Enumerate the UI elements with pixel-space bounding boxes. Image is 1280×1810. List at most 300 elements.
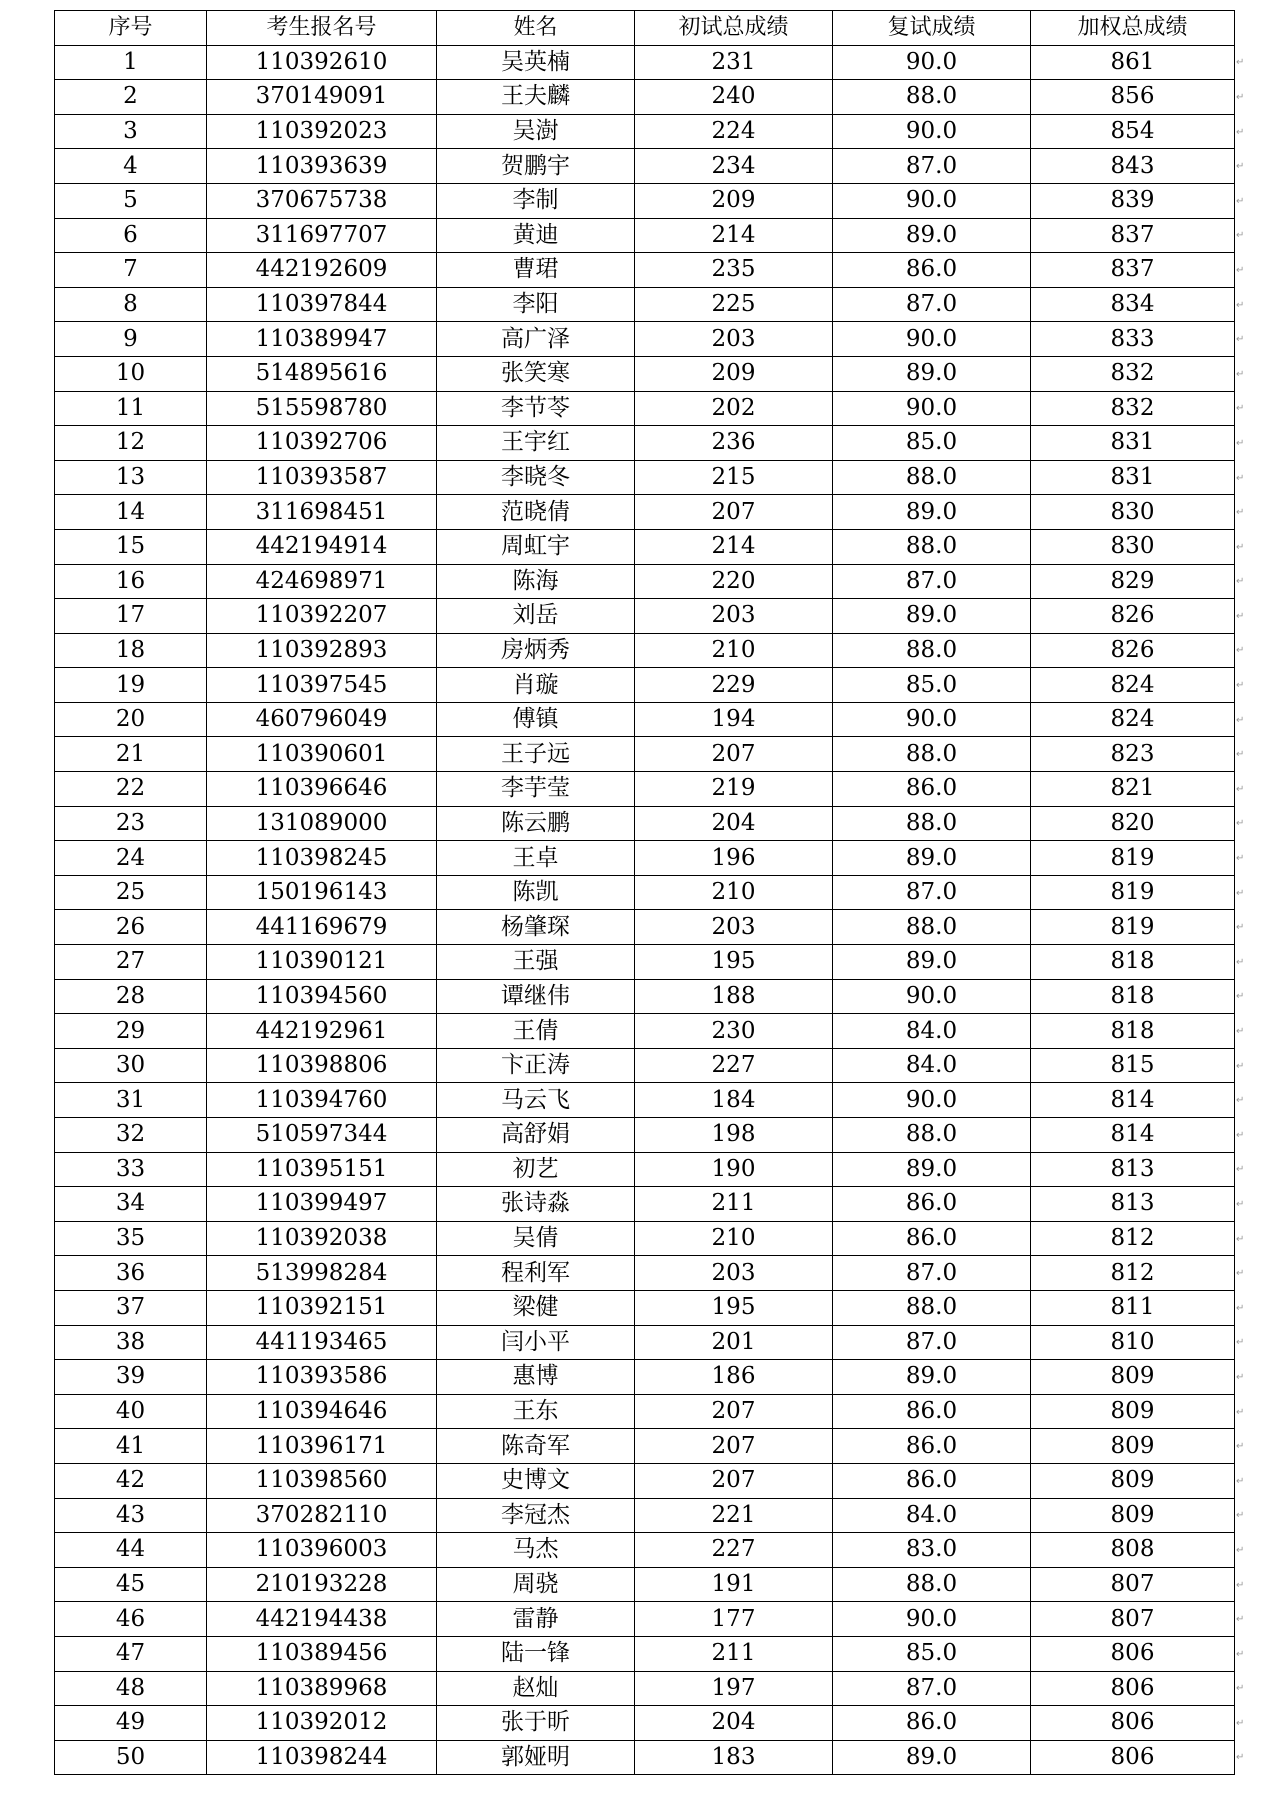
cell-index: 14 bbox=[55, 495, 207, 530]
cell-index: 6 bbox=[55, 218, 207, 253]
cell-name: 王东 bbox=[437, 1394, 635, 1429]
cell-retest-score: 83.0 bbox=[833, 1533, 1031, 1568]
cell-preliminary-score: 197 bbox=[635, 1671, 833, 1706]
cell-retest-score: 88.0 bbox=[833, 737, 1031, 772]
row-end-mark: ↵ bbox=[1236, 1268, 1245, 1280]
cell-retest-score: 86.0 bbox=[833, 1706, 1031, 1741]
cell-registration-no: 110394646 bbox=[207, 1394, 437, 1429]
cell-retest-score: 85.0 bbox=[833, 1636, 1031, 1671]
cell-registration-no: 110398806 bbox=[207, 1048, 437, 1083]
cell-registration-no: 110390121 bbox=[207, 945, 437, 980]
cell-index: 26 bbox=[55, 910, 207, 945]
cell-weighted-score: 814 bbox=[1031, 1118, 1235, 1153]
row-end-mark: ↵ bbox=[1236, 507, 1245, 519]
row-end-mark: ↵ bbox=[1236, 264, 1245, 276]
cell-weighted-score: 819 bbox=[1031, 841, 1235, 876]
cell-retest-score: 87.0 bbox=[833, 564, 1031, 599]
cell-weighted-score: 829 bbox=[1031, 564, 1235, 599]
row-end-mark: ↵ bbox=[1236, 1510, 1245, 1522]
table-row bbox=[55, 1429, 1235, 1464]
cell-name: 杨肇琛 bbox=[437, 910, 635, 945]
cell-registration-no: 110392023 bbox=[207, 114, 437, 149]
row-end-mark: ↵ bbox=[1236, 1752, 1245, 1764]
cell-index: 3 bbox=[55, 114, 207, 149]
cell-weighted-score: 833 bbox=[1031, 322, 1235, 357]
cell-registration-no: 370149091 bbox=[207, 80, 437, 115]
cell-index: 32 bbox=[55, 1118, 207, 1153]
cell-preliminary-score: 203 bbox=[635, 322, 833, 357]
table-row bbox=[55, 1187, 1235, 1222]
row-end-mark: ↵ bbox=[1236, 645, 1245, 657]
cell-name: 吴澍 bbox=[437, 114, 635, 149]
cell-weighted-score: 843 bbox=[1031, 149, 1235, 184]
table-row bbox=[55, 391, 1235, 426]
cell-name: 李阳 bbox=[437, 287, 635, 322]
cell-registration-no: 110392893 bbox=[207, 633, 437, 668]
table-row bbox=[55, 668, 1235, 703]
cell-weighted-score: 834 bbox=[1031, 287, 1235, 322]
row-end-mark: ↵ bbox=[1236, 1579, 1245, 1591]
cell-preliminary-score: 229 bbox=[635, 668, 833, 703]
cell-retest-score: 87.0 bbox=[833, 149, 1031, 184]
cell-registration-no: 441193465 bbox=[207, 1325, 437, 1360]
cell-index: 13 bbox=[55, 460, 207, 495]
row-end-mark: ↵ bbox=[1236, 195, 1245, 207]
cell-registration-no: 150196143 bbox=[207, 875, 437, 910]
cell-registration-no: 110389456 bbox=[207, 1636, 437, 1671]
cell-retest-score: 86.0 bbox=[833, 1221, 1031, 1256]
table-row bbox=[55, 1533, 1235, 1568]
cell-weighted-score: 861 bbox=[1031, 45, 1235, 80]
header-cell-index: 序号 bbox=[55, 11, 207, 46]
cell-name: 惠博 bbox=[437, 1360, 635, 1395]
cell-preliminary-score: 203 bbox=[635, 599, 833, 634]
cell-retest-score: 84.0 bbox=[833, 1048, 1031, 1083]
row-end-mark: ↵ bbox=[1236, 1406, 1245, 1418]
cell-registration-no: 110399497 bbox=[207, 1187, 437, 1222]
cell-registration-no: 110394760 bbox=[207, 1083, 437, 1118]
row-end-mark: ↵ bbox=[1236, 610, 1245, 622]
table-row bbox=[55, 149, 1235, 184]
row-end-mark: ↵ bbox=[1236, 1337, 1245, 1349]
table-body bbox=[55, 45, 1235, 1775]
row-end-mark: ↵ bbox=[1236, 299, 1245, 311]
cell-index: 22 bbox=[55, 772, 207, 807]
cell-index: 46 bbox=[55, 1602, 207, 1637]
cell-registration-no: 110394560 bbox=[207, 979, 437, 1014]
table-row bbox=[55, 1048, 1235, 1083]
cell-weighted-score: 830 bbox=[1031, 529, 1235, 564]
cell-registration-no: 110396646 bbox=[207, 772, 437, 807]
row-end-mark: ↵ bbox=[1236, 1475, 1245, 1487]
cell-registration-no: 442194438 bbox=[207, 1602, 437, 1637]
cell-index: 28 bbox=[55, 979, 207, 1014]
cell-preliminary-score: 214 bbox=[635, 529, 833, 564]
row-end-mark: ↵ bbox=[1236, 57, 1245, 69]
cell-registration-no: 514895616 bbox=[207, 356, 437, 391]
table-row bbox=[55, 1221, 1235, 1256]
cell-registration-no: 110393587 bbox=[207, 460, 437, 495]
cell-preliminary-score: 184 bbox=[635, 1083, 833, 1118]
row-end-mark: ↵ bbox=[1236, 403, 1245, 415]
cell-name: 李晓冬 bbox=[437, 460, 635, 495]
cell-weighted-score: 854 bbox=[1031, 114, 1235, 149]
cell-weighted-score: 824 bbox=[1031, 702, 1235, 737]
row-end-mark: ↵ bbox=[1236, 1302, 1245, 1314]
cell-name: 贺鹏宇 bbox=[437, 149, 635, 184]
cell-name: 李节苓 bbox=[437, 391, 635, 426]
cell-retest-score: 86.0 bbox=[833, 1429, 1031, 1464]
header-cell-registration-no: 考生报名号 bbox=[207, 11, 437, 46]
cell-preliminary-score: 227 bbox=[635, 1048, 833, 1083]
cell-name: 肖璇 bbox=[437, 668, 635, 703]
row-end-mark: ↵ bbox=[1236, 1648, 1245, 1660]
cell-name: 王卓 bbox=[437, 841, 635, 876]
cell-name: 高广泽 bbox=[437, 322, 635, 357]
table-row bbox=[55, 183, 1235, 218]
header-row bbox=[55, 11, 1235, 46]
table-row bbox=[55, 218, 1235, 253]
header-cell-retest-score: 复试成绩 bbox=[833, 11, 1031, 46]
table-row bbox=[55, 426, 1235, 461]
cell-name: 马云飞 bbox=[437, 1083, 635, 1118]
cell-weighted-score: 823 bbox=[1031, 737, 1235, 772]
cell-retest-score: 86.0 bbox=[833, 1394, 1031, 1429]
cell-retest-score: 89.0 bbox=[833, 945, 1031, 980]
cell-index: 41 bbox=[55, 1429, 207, 1464]
cell-preliminary-score: 231 bbox=[635, 45, 833, 80]
cell-name: 傅镇 bbox=[437, 702, 635, 737]
table-row bbox=[55, 633, 1235, 668]
cell-registration-no: 442192609 bbox=[207, 253, 437, 288]
cell-weighted-score: 806 bbox=[1031, 1671, 1235, 1706]
cell-retest-score: 89.0 bbox=[833, 218, 1031, 253]
cell-preliminary-score: 240 bbox=[635, 80, 833, 115]
row-end-mark: ↵ bbox=[1236, 1198, 1245, 1210]
cell-preliminary-score: 204 bbox=[635, 1706, 833, 1741]
cell-name: 闫小平 bbox=[437, 1325, 635, 1360]
cell-weighted-score: 826 bbox=[1031, 633, 1235, 668]
cell-registration-no: 110392207 bbox=[207, 599, 437, 634]
cell-name: 陈海 bbox=[437, 564, 635, 599]
cell-weighted-score: 812 bbox=[1031, 1256, 1235, 1291]
cell-index: 48 bbox=[55, 1671, 207, 1706]
cell-index: 11 bbox=[55, 391, 207, 426]
cell-registration-no: 110396003 bbox=[207, 1533, 437, 1568]
cell-name: 李制 bbox=[437, 183, 635, 218]
cell-weighted-score: 831 bbox=[1031, 460, 1235, 495]
table-row bbox=[55, 1671, 1235, 1706]
cell-weighted-score: 810 bbox=[1031, 1325, 1235, 1360]
cell-name: 周骁 bbox=[437, 1567, 635, 1602]
cell-index: 47 bbox=[55, 1636, 207, 1671]
cell-registration-no: 370282110 bbox=[207, 1498, 437, 1533]
cell-name: 房炳秀 bbox=[437, 633, 635, 668]
cell-preliminary-score: 210 bbox=[635, 875, 833, 910]
cell-retest-score: 85.0 bbox=[833, 426, 1031, 461]
table-row bbox=[55, 287, 1235, 322]
cell-preliminary-score: 203 bbox=[635, 910, 833, 945]
cell-registration-no: 110389947 bbox=[207, 322, 437, 357]
cell-preliminary-score: 195 bbox=[635, 945, 833, 980]
cell-index: 2 bbox=[55, 80, 207, 115]
cell-retest-score: 88.0 bbox=[833, 633, 1031, 668]
cell-preliminary-score: 215 bbox=[635, 460, 833, 495]
cell-preliminary-score: 203 bbox=[635, 1256, 833, 1291]
table-row bbox=[55, 1463, 1235, 1498]
cell-weighted-score: 806 bbox=[1031, 1740, 1235, 1775]
cell-index: 19 bbox=[55, 668, 207, 703]
cell-preliminary-score: 198 bbox=[635, 1118, 833, 1153]
cell-registration-no: 311697707 bbox=[207, 218, 437, 253]
cell-name: 陈云鹏 bbox=[437, 806, 635, 841]
row-end-mark: ↵ bbox=[1236, 680, 1245, 692]
cell-preliminary-score: 177 bbox=[635, 1602, 833, 1637]
cell-retest-score: 90.0 bbox=[833, 979, 1031, 1014]
table-row bbox=[55, 80, 1235, 115]
cell-registration-no: 110397844 bbox=[207, 287, 437, 322]
table-row bbox=[55, 772, 1235, 807]
table-row bbox=[55, 806, 1235, 841]
score-table bbox=[54, 10, 1235, 1775]
cell-index: 34 bbox=[55, 1187, 207, 1222]
cell-retest-score: 90.0 bbox=[833, 1083, 1031, 1118]
cell-index: 17 bbox=[55, 599, 207, 634]
table-row bbox=[55, 875, 1235, 910]
cell-retest-score: 84.0 bbox=[833, 1498, 1031, 1533]
cell-retest-score: 88.0 bbox=[833, 1567, 1031, 1602]
cell-weighted-score: 832 bbox=[1031, 391, 1235, 426]
row-end-mark: ↵ bbox=[1236, 1371, 1245, 1383]
row-end-mark: ↵ bbox=[1236, 334, 1245, 346]
cell-index: 21 bbox=[55, 737, 207, 772]
row-end-mark: ↵ bbox=[1236, 1129, 1245, 1141]
cell-retest-score: 89.0 bbox=[833, 1360, 1031, 1395]
cell-retest-score: 89.0 bbox=[833, 841, 1031, 876]
cell-name: 初艺 bbox=[437, 1152, 635, 1187]
cell-registration-no: 441169679 bbox=[207, 910, 437, 945]
cell-preliminary-score: 207 bbox=[635, 1463, 833, 1498]
cell-retest-score: 86.0 bbox=[833, 1187, 1031, 1222]
cell-retest-score: 87.0 bbox=[833, 1671, 1031, 1706]
cell-name: 陈凯 bbox=[437, 875, 635, 910]
cell-weighted-score: 818 bbox=[1031, 945, 1235, 980]
cell-name: 李冠杰 bbox=[437, 1498, 635, 1533]
cell-name: 黄迪 bbox=[437, 218, 635, 253]
cell-name: 张于昕 bbox=[437, 1706, 635, 1741]
cell-weighted-score: 807 bbox=[1031, 1567, 1235, 1602]
cell-name: 范晓倩 bbox=[437, 495, 635, 530]
cell-name: 雷静 bbox=[437, 1602, 635, 1637]
cell-weighted-score: 839 bbox=[1031, 183, 1235, 218]
cell-index: 7 bbox=[55, 253, 207, 288]
table-row bbox=[55, 1394, 1235, 1429]
cell-registration-no: 110396171 bbox=[207, 1429, 437, 1464]
cell-name: 王子远 bbox=[437, 737, 635, 772]
cell-preliminary-score: 234 bbox=[635, 149, 833, 184]
cell-name: 马杰 bbox=[437, 1533, 635, 1568]
cell-retest-score: 88.0 bbox=[833, 1290, 1031, 1325]
cell-registration-no: 110392012 bbox=[207, 1706, 437, 1741]
cell-index: 37 bbox=[55, 1290, 207, 1325]
cell-index: 50 bbox=[55, 1740, 207, 1775]
row-end-mark: ↵ bbox=[1236, 230, 1245, 242]
cell-weighted-score: 812 bbox=[1031, 1221, 1235, 1256]
table-row bbox=[55, 1567, 1235, 1602]
cell-registration-no: 110393586 bbox=[207, 1360, 437, 1395]
cell-preliminary-score: 195 bbox=[635, 1290, 833, 1325]
cell-retest-score: 89.0 bbox=[833, 495, 1031, 530]
table-row bbox=[55, 114, 1235, 149]
table-row bbox=[55, 1740, 1235, 1775]
row-end-mark: ↵ bbox=[1236, 126, 1245, 138]
cell-index: 45 bbox=[55, 1567, 207, 1602]
cell-registration-no: 110397545 bbox=[207, 668, 437, 703]
cell-weighted-score: 814 bbox=[1031, 1083, 1235, 1118]
cell-preliminary-score: 210 bbox=[635, 1221, 833, 1256]
cell-index: 38 bbox=[55, 1325, 207, 1360]
cell-name: 王强 bbox=[437, 945, 635, 980]
cell-retest-score: 90.0 bbox=[833, 45, 1031, 80]
table-row bbox=[55, 1636, 1235, 1671]
cell-preliminary-score: 235 bbox=[635, 253, 833, 288]
cell-retest-score: 86.0 bbox=[833, 772, 1031, 807]
row-end-mark: ↵ bbox=[1236, 1683, 1245, 1695]
cell-weighted-score: 821 bbox=[1031, 772, 1235, 807]
row-end-mark: ↵ bbox=[1236, 1717, 1245, 1729]
table-row bbox=[55, 945, 1235, 980]
cell-index: 12 bbox=[55, 426, 207, 461]
cell-preliminary-score: 225 bbox=[635, 287, 833, 322]
cell-name: 卞正涛 bbox=[437, 1048, 635, 1083]
cell-weighted-score: 819 bbox=[1031, 910, 1235, 945]
row-end-mark: ↵ bbox=[1236, 714, 1245, 726]
row-end-mark: ↵ bbox=[1236, 1026, 1245, 1038]
cell-retest-score: 88.0 bbox=[833, 460, 1031, 495]
header-cell-weighted-score: 加权总成绩 bbox=[1031, 11, 1235, 46]
cell-weighted-score: 820 bbox=[1031, 806, 1235, 841]
header-cell-preliminary-score: 初试总成绩 bbox=[635, 11, 833, 46]
cell-registration-no: 460796049 bbox=[207, 702, 437, 737]
table-row bbox=[55, 910, 1235, 945]
cell-name: 王夫麟 bbox=[437, 80, 635, 115]
cell-name: 陈奇军 bbox=[437, 1429, 635, 1464]
cell-retest-score: 90.0 bbox=[833, 391, 1031, 426]
cell-index: 4 bbox=[55, 149, 207, 184]
cell-registration-no: 110389968 bbox=[207, 1671, 437, 1706]
cell-name: 高舒娟 bbox=[437, 1118, 635, 1153]
cell-weighted-score: 809 bbox=[1031, 1360, 1235, 1395]
cell-name: 曹珺 bbox=[437, 253, 635, 288]
cell-weighted-score: 832 bbox=[1031, 356, 1235, 391]
row-end-mark: ↵ bbox=[1236, 437, 1245, 449]
table-row bbox=[55, 495, 1235, 530]
cell-registration-no: 311698451 bbox=[207, 495, 437, 530]
cell-name: 周虹宇 bbox=[437, 529, 635, 564]
cell-index: 25 bbox=[55, 875, 207, 910]
cell-weighted-score: 809 bbox=[1031, 1394, 1235, 1429]
cell-preliminary-score: 210 bbox=[635, 633, 833, 668]
table-row bbox=[55, 564, 1235, 599]
cell-registration-no: 110392038 bbox=[207, 1221, 437, 1256]
cell-retest-score: 88.0 bbox=[833, 806, 1031, 841]
row-end-mark: ↵ bbox=[1236, 368, 1245, 380]
cell-index: 5 bbox=[55, 183, 207, 218]
cell-name: 王倩 bbox=[437, 1014, 635, 1049]
table-row bbox=[55, 841, 1235, 876]
table-row bbox=[55, 1325, 1235, 1360]
cell-registration-no: 513998284 bbox=[207, 1256, 437, 1291]
cell-weighted-score: 813 bbox=[1031, 1152, 1235, 1187]
cell-preliminary-score: 219 bbox=[635, 772, 833, 807]
cell-name: 吴倩 bbox=[437, 1221, 635, 1256]
cell-retest-score: 87.0 bbox=[833, 1256, 1031, 1291]
cell-preliminary-score: 224 bbox=[635, 114, 833, 149]
cell-registration-no: 110398245 bbox=[207, 841, 437, 876]
cell-registration-no: 424698971 bbox=[207, 564, 437, 599]
table-row bbox=[55, 1706, 1235, 1741]
table-row bbox=[55, 356, 1235, 391]
row-end-mark: ↵ bbox=[1236, 818, 1245, 830]
cell-index: 40 bbox=[55, 1394, 207, 1429]
row-end-mark: ↵ bbox=[1236, 472, 1245, 484]
cell-weighted-score: 830 bbox=[1031, 495, 1235, 530]
cell-retest-score: 89.0 bbox=[833, 356, 1031, 391]
cell-retest-score: 89.0 bbox=[833, 1152, 1031, 1187]
cell-name: 程利军 bbox=[437, 1256, 635, 1291]
table-row bbox=[55, 1290, 1235, 1325]
cell-name: 史博文 bbox=[437, 1463, 635, 1498]
cell-weighted-score: 818 bbox=[1031, 1014, 1235, 1049]
cell-retest-score: 90.0 bbox=[833, 1602, 1031, 1637]
cell-registration-no: 110392610 bbox=[207, 45, 437, 80]
cell-preliminary-score: 214 bbox=[635, 218, 833, 253]
cell-registration-no: 110393639 bbox=[207, 149, 437, 184]
cell-weighted-score: 819 bbox=[1031, 875, 1235, 910]
table-row bbox=[55, 702, 1235, 737]
row-end-mark: ↵ bbox=[1236, 991, 1245, 1003]
table-row bbox=[55, 1360, 1235, 1395]
cell-index: 16 bbox=[55, 564, 207, 599]
cell-registration-no: 110398244 bbox=[207, 1740, 437, 1775]
cell-index: 39 bbox=[55, 1360, 207, 1395]
cell-preliminary-score: 190 bbox=[635, 1152, 833, 1187]
cell-weighted-score: 813 bbox=[1031, 1187, 1235, 1222]
cell-registration-no: 210193228 bbox=[207, 1567, 437, 1602]
cell-registration-no: 110398560 bbox=[207, 1463, 437, 1498]
cell-weighted-score: 806 bbox=[1031, 1636, 1235, 1671]
cell-name: 张诗淼 bbox=[437, 1187, 635, 1222]
cell-name: 张笑寒 bbox=[437, 356, 635, 391]
cell-weighted-score: 808 bbox=[1031, 1533, 1235, 1568]
row-end-mark: ↵ bbox=[1236, 1614, 1245, 1626]
cell-index: 8 bbox=[55, 287, 207, 322]
cell-index: 36 bbox=[55, 1256, 207, 1291]
cell-name: 刘岳 bbox=[437, 599, 635, 634]
cell-retest-score: 87.0 bbox=[833, 1325, 1031, 1360]
table-row bbox=[55, 253, 1235, 288]
cell-index: 10 bbox=[55, 356, 207, 391]
cell-retest-score: 90.0 bbox=[833, 183, 1031, 218]
cell-preliminary-score: 230 bbox=[635, 1014, 833, 1049]
cell-index: 42 bbox=[55, 1463, 207, 1498]
cell-index: 27 bbox=[55, 945, 207, 980]
cell-registration-no: 442192961 bbox=[207, 1014, 437, 1049]
cell-preliminary-score: 227 bbox=[635, 1533, 833, 1568]
cell-name: 郭娅明 bbox=[437, 1740, 635, 1775]
cell-index: 9 bbox=[55, 322, 207, 357]
row-end-mark: ↵ bbox=[1236, 161, 1245, 173]
